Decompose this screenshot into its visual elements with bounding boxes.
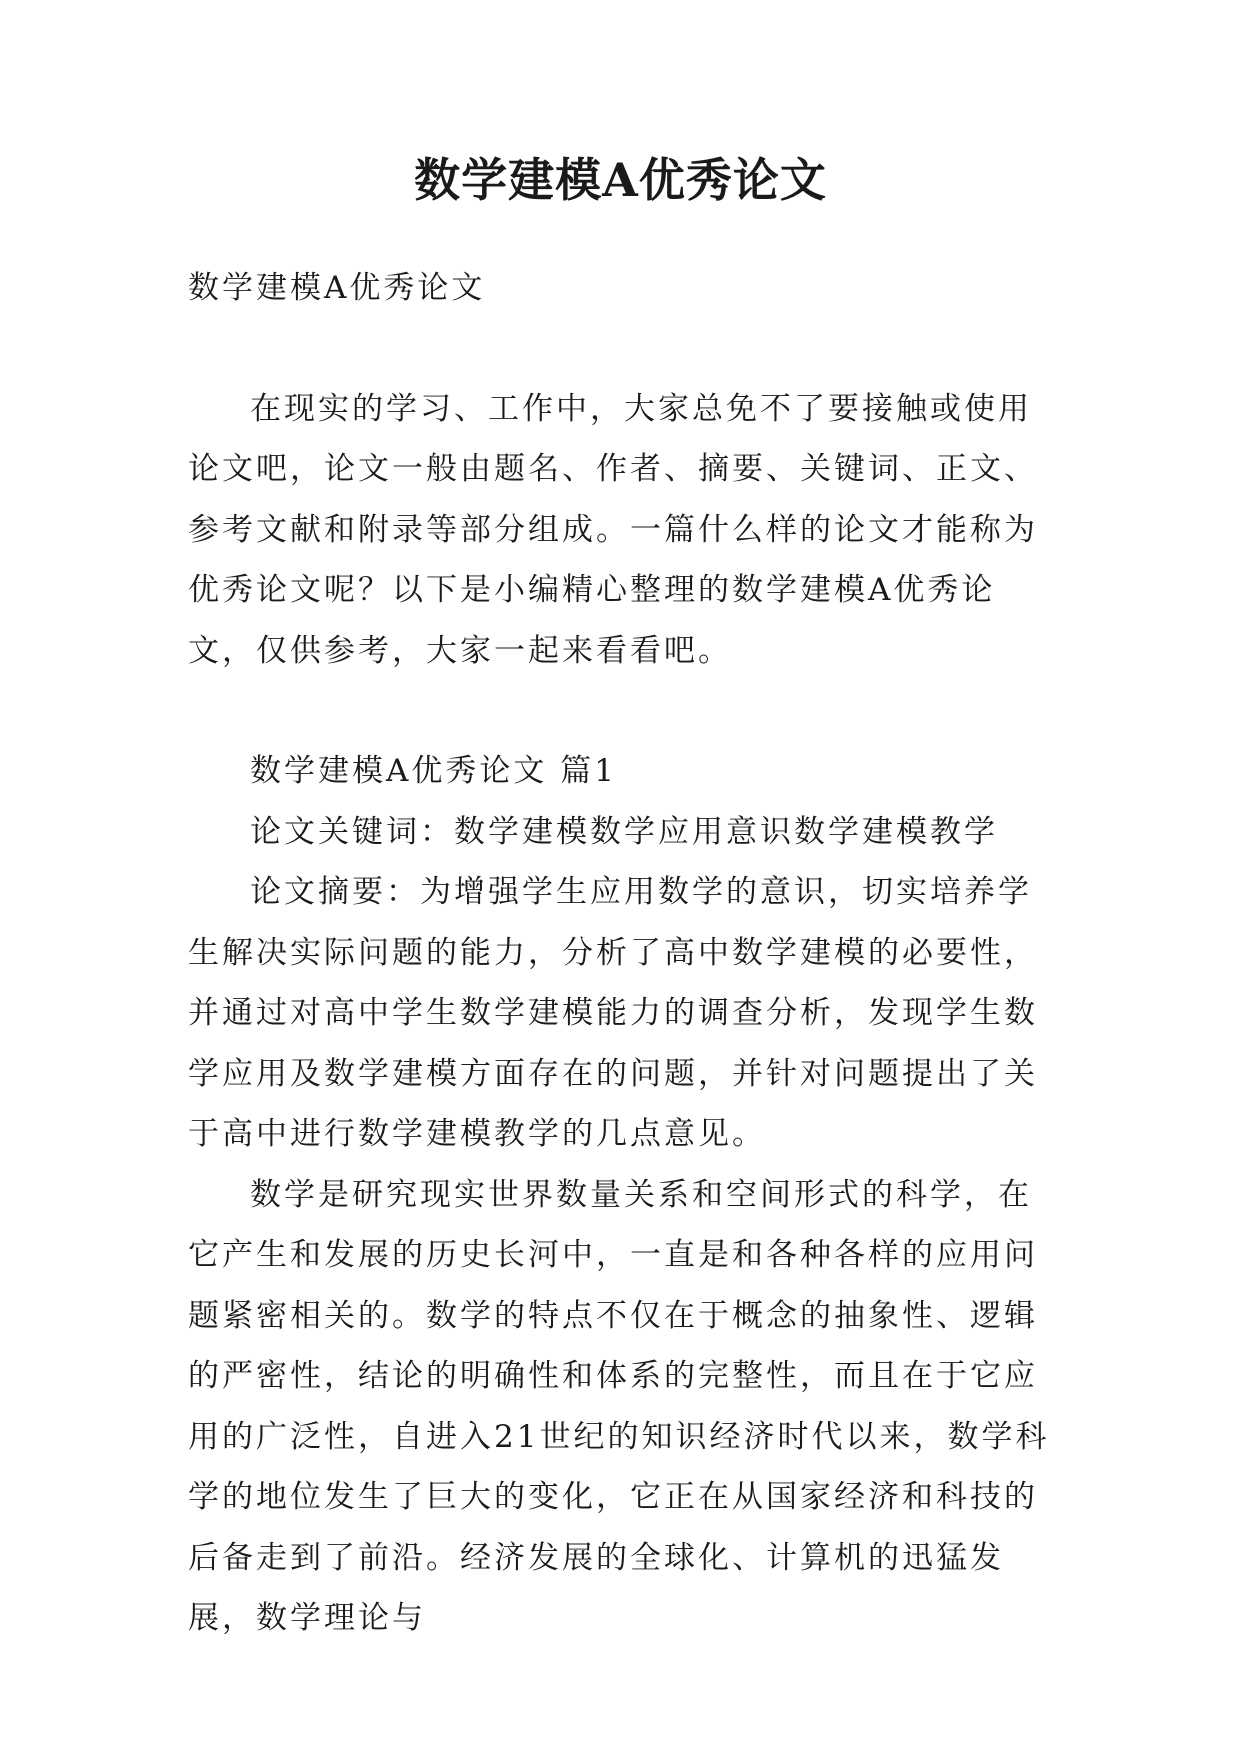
document-body xyxy=(188,258,1058,1649)
section-heading: 数学建模A优秀论文 篇1 xyxy=(250,753,617,789)
document-subtitle: 数学建模A优秀论文 xyxy=(188,270,486,306)
abstract-paragraph: 论文摘要：为增强学生应用数学的意识，切实培养学生解决实际问题的能力，分析了高中数学建模的必要性，并通过对高中学生数学建模能力的调查分析，发现学生数学应用及数学建模方面存在的问题，并针对问题提出了关于高中进行数学建模教学的几点意见。 xyxy=(188,874,1038,1152)
intro-paragraph: 在现实的学习、工作中，大家总免不了要接触或使用论文吧，论文一般由题名、作者、摘要、关键词、正文、参考文献和附录等部分组成。一篇什么样的论文才能称为优秀论文呢？以下是小编精心整理的数学建模A优秀论文，仅供参考，大家一起来看看吧。 xyxy=(188,390,1038,669)
keywords-paragraph: 论文关键词：数学建模数学应用意识数学建模教学 xyxy=(250,813,998,850)
document-title: 数学建模A优秀论文 xyxy=(414,153,827,207)
body-paragraph: 数学是研究现实世界数量关系和空间形式的科学，在它产生和发展的历史长河中，一直是和各种各样的应用问题紧密相关的。数学的特点不仅在于概念的抽象性、逻辑的严密性，结论的明确性和体系的完整性，而且在于它应用的广泛性，自进入21世纪的知识经济时代以来，数学科学的地位发生了巨大的变化，它正在从国家经济和科技的后备走到了前沿。经济发展的全球化、计算机的迅猛发展，数学理论与 xyxy=(188,1176,1050,1636)
